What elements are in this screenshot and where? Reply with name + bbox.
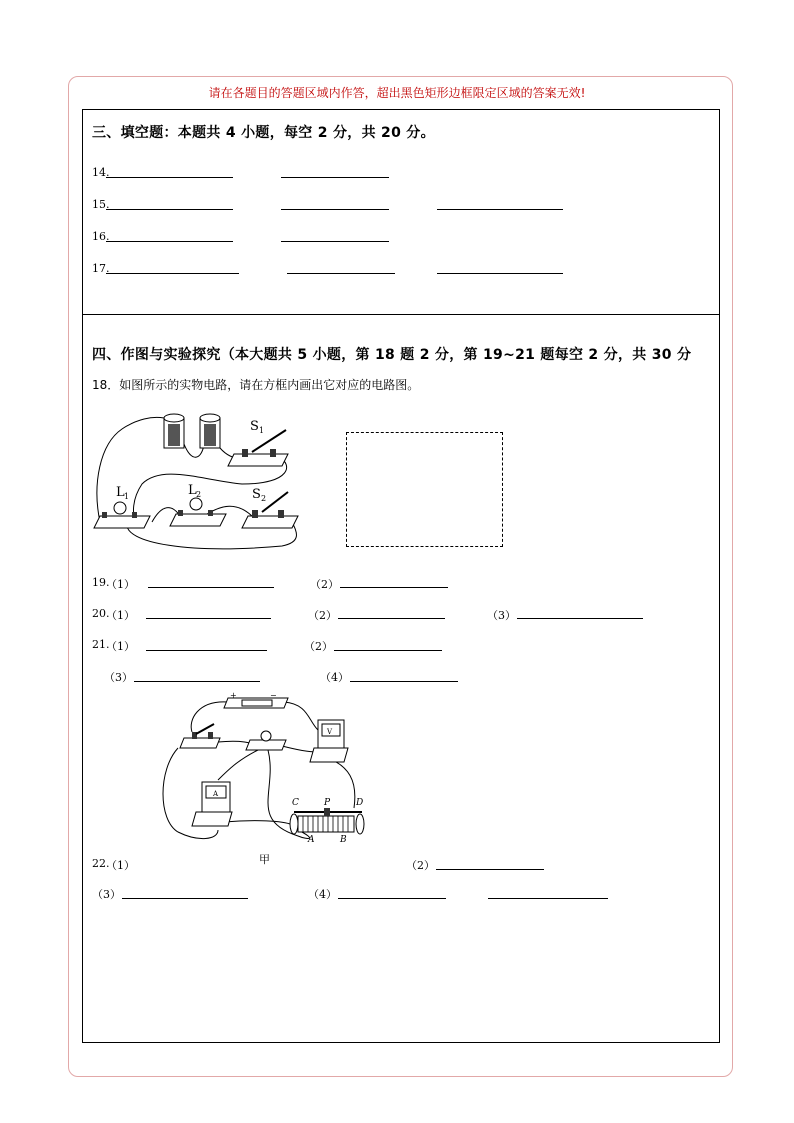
l1-subscript: 1 — [124, 492, 130, 501]
q16-label: 16. — [92, 230, 110, 243]
q22-blank-2[interactable] — [436, 869, 544, 870]
section-divider — [82, 314, 719, 315]
q19-label: 19. — [92, 576, 110, 589]
q22-circuit-figure — [158, 690, 378, 848]
q22-blank-4a[interactable] — [338, 898, 446, 899]
q14-label: 14. — [92, 166, 110, 179]
q21-blank-1[interactable] — [146, 650, 267, 651]
q20-blank-1[interactable] — [146, 618, 271, 619]
q22-blank-4b[interactable] — [488, 898, 608, 899]
q14-blank-2[interactable] — [281, 177, 389, 178]
q15-blank-3[interactable] — [437, 209, 563, 210]
q16-blank-1[interactable] — [106, 241, 233, 242]
q21-part4: （4） — [320, 671, 349, 684]
q15-blank-2[interactable] — [281, 209, 389, 210]
rheostat-c: C — [292, 798, 299, 808]
answer-frame — [82, 109, 720, 1043]
s2-subscript: 2 — [261, 494, 267, 503]
q22-part1: （1） — [106, 859, 135, 872]
q17-label: 17. — [92, 262, 110, 275]
q20-part2: （2） — [308, 609, 337, 622]
q19-part1: （1） — [106, 578, 135, 591]
svg-text:+: + — [230, 691, 237, 700]
q21-blank-3[interactable] — [134, 681, 260, 682]
l2-subscript: 2 — [196, 490, 202, 499]
q19-blank-2[interactable] — [340, 587, 448, 588]
rheostat-b: B — [340, 835, 347, 845]
s2-label: S — [252, 487, 261, 502]
warning-text: 请在各题目的答题区域内作答，超出黑色矩形边框限定区域的答案无效! — [208, 86, 586, 100]
q21-part1: （1） — [106, 640, 135, 653]
q16-blank-2[interactable] — [281, 241, 389, 242]
q19-blank-1[interactable] — [148, 587, 274, 588]
rheostat-a: A — [308, 835, 315, 845]
q22-part4: （4） — [308, 888, 337, 901]
q21-blank-2[interactable] — [334, 650, 442, 651]
q21-blank-4[interactable] — [350, 681, 458, 682]
q18-circuit-figure — [92, 404, 312, 554]
q15-blank-1[interactable] — [106, 209, 233, 210]
l1-label: L — [116, 485, 125, 500]
q17-blank-3[interactable] — [437, 273, 563, 274]
q21-part3: （3） — [104, 671, 133, 684]
voltmeter-label: V — [327, 728, 333, 736]
figure-caption-jia: 甲 — [259, 853, 270, 866]
l2-label: L — [188, 483, 197, 498]
q20-blank-2[interactable] — [338, 618, 445, 619]
q15-label: 15. — [92, 198, 110, 211]
svg-text:−: − — [270, 691, 277, 700]
rheostat-d: D — [356, 798, 364, 808]
battery-1 — [164, 414, 184, 448]
s1-label: S — [250, 419, 259, 434]
battery-2 — [200, 414, 220, 448]
section3-heading: 三、填空题：本题共 4 小题，每空 2 分，共 20 分。 — [92, 125, 435, 141]
q20-label: 20. — [92, 607, 110, 620]
q21-part2: （2） — [304, 640, 333, 653]
q14-blank-1[interactable] — [106, 177, 233, 178]
q22-blank-3[interactable] — [122, 898, 248, 899]
q20-blank-3[interactable] — [517, 618, 643, 619]
q17-blank-1[interactable] — [106, 273, 239, 274]
q20-part3: （3） — [487, 609, 516, 622]
ammeter-label: A — [213, 790, 219, 798]
rheostat-p: P — [324, 798, 331, 808]
q18-drawing-box[interactable] — [346, 432, 503, 547]
q19-part2: （2） — [310, 578, 339, 591]
q22-part2: （2） — [406, 859, 435, 872]
q17-blank-2[interactable] — [287, 273, 395, 274]
section4-heading: 四、作图与实验探究（本大题共 5 小题，第 18 题 2 分，第 19~21 题每空 2 分，共 30 分 — [92, 347, 692, 363]
q22-label: 22. — [92, 857, 110, 870]
q20-part1: （1） — [106, 609, 135, 622]
q18-text: 18．如图所示的实物电路，请在方框内画出它对应的电路图。 — [92, 378, 420, 392]
q22-part3: （3） — [92, 888, 121, 901]
q21-label: 21. — [92, 638, 110, 651]
s1-subscript: 1 — [259, 426, 265, 435]
